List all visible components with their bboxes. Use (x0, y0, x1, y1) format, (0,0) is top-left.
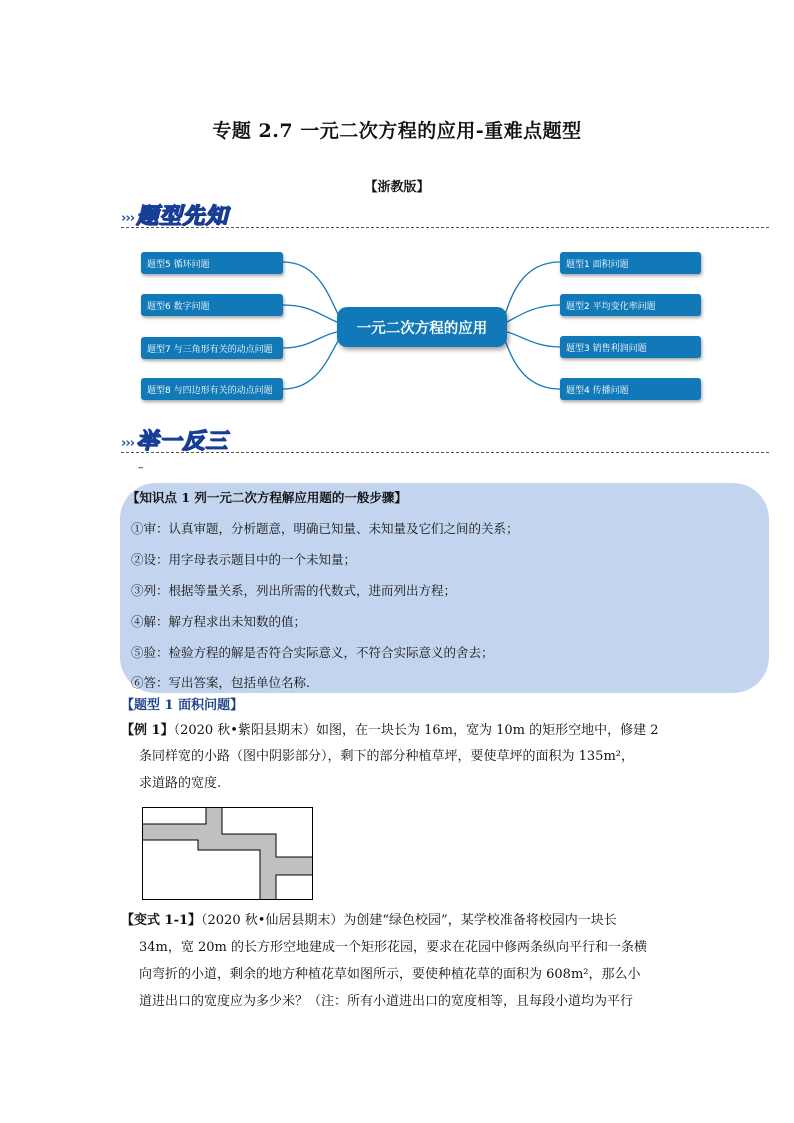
mindmap-center-node: 一元二次方程的应用 (337, 307, 507, 347)
knowledge-step: ⑥答：写出答案，包括单位名称. (131, 675, 310, 690)
variant1-line4: 道进出口的宽度应为多少米？（注：所有小道进出口的宽度相等，且每段小道均为平行 (139, 994, 634, 1009)
variant1-line1 (121, 908, 617, 934)
example1-figure (142, 807, 314, 901)
example1-label: 【例 1】 (121, 723, 174, 738)
mindmap-node-topic3: 题型3 销售利润问题 (560, 336, 701, 358)
section-title-preview: 题型先知 (136, 204, 229, 229)
page-title: 专题 2.7 一元二次方程的应用-重难点题型 (212, 120, 582, 142)
mindmap-node-topic4: 题型4 传播问题 (560, 378, 701, 400)
example1-line1 (121, 718, 659, 744)
connector-left-3 (283, 332, 337, 348)
example1-line3: 求道路的宽度. (139, 776, 222, 791)
variant1-text: （2020 秋•仙居县期末）为创建“绿色校园”，某学校准备将校园内一块长 (201, 913, 617, 928)
mindmap-node-topic8: 题型8 与四边形有关的动点问题 (141, 378, 283, 400)
banner-arrows-icon: ››› (121, 436, 135, 451)
knowledge-step: ④解：解方程求出未知数的值； (131, 614, 307, 629)
topic1-heading: 【题型 1 面积问题】 (121, 698, 244, 713)
knowledge-heading: 【知识点 1 列一元二次方程解应用题的一般步骤】 (127, 490, 407, 505)
section-banner-examples (121, 421, 228, 455)
connector-right-3 (507, 332, 560, 347)
knowledge-step: ①审：认真审题，分析题意，明确已知量、未知量及它们之间的关系； (131, 521, 519, 536)
connector-right-2 (507, 305, 560, 322)
mindmap-node-topic7: 题型7 与三角形有关的动点问题 (141, 337, 283, 359)
knowledge-step: ②设：用字母表示题目中的一个未知量； (131, 552, 357, 567)
stray-dash: – (138, 461, 144, 474)
example1-line2: 条同样宽的小路（图中阴影部分），剩下的部分种植草坪，要使草坪的面积为 135m²， (139, 749, 634, 764)
knowledge-step: ③列：根据等量关系，列出所需的代数式，进而列出方程； (131, 583, 457, 598)
connector-left-2 (283, 305, 337, 322)
banner-arrows-icon: ››› (121, 211, 135, 226)
mindmap-node-topic6: 题型6 数字问题 (141, 294, 283, 316)
mindmap-node-topic1: 题型1 面积问题 (560, 252, 701, 274)
connector-right-4 (504, 338, 560, 389)
connector-left-4 (283, 338, 340, 389)
section-divider (121, 452, 769, 453)
variant1-label: 【变式 1-1】 (121, 913, 202, 928)
mindmap-node-topic2: 题型2 平均变化率问题 (560, 294, 701, 316)
example1-text: （2020 秋•紫阳县期末）如图，在一块长为 16m，宽为 10m 的矩形空地中，修建 2 (173, 723, 659, 738)
mindmap-node-topic5: 题型5 循环问题 (141, 252, 283, 274)
variant1-line2: 34m，宽 20m 的长方形空地建成一个矩形花园，要求在花园中修两条纵向平行和一条横 (139, 940, 648, 955)
knowledge-step: ⑤验：检验方程的解是否符合实际意义，不符合实际意义的舍去； (131, 645, 494, 660)
section-title-examples: 举一反三 (136, 429, 229, 454)
variant1-line3: 向弯折的小道，剩余的地方种植花草如图所示，要使种植花草的面积为 608m²，那么小 (139, 967, 641, 982)
edition-label: 【浙教版】 (364, 180, 430, 195)
